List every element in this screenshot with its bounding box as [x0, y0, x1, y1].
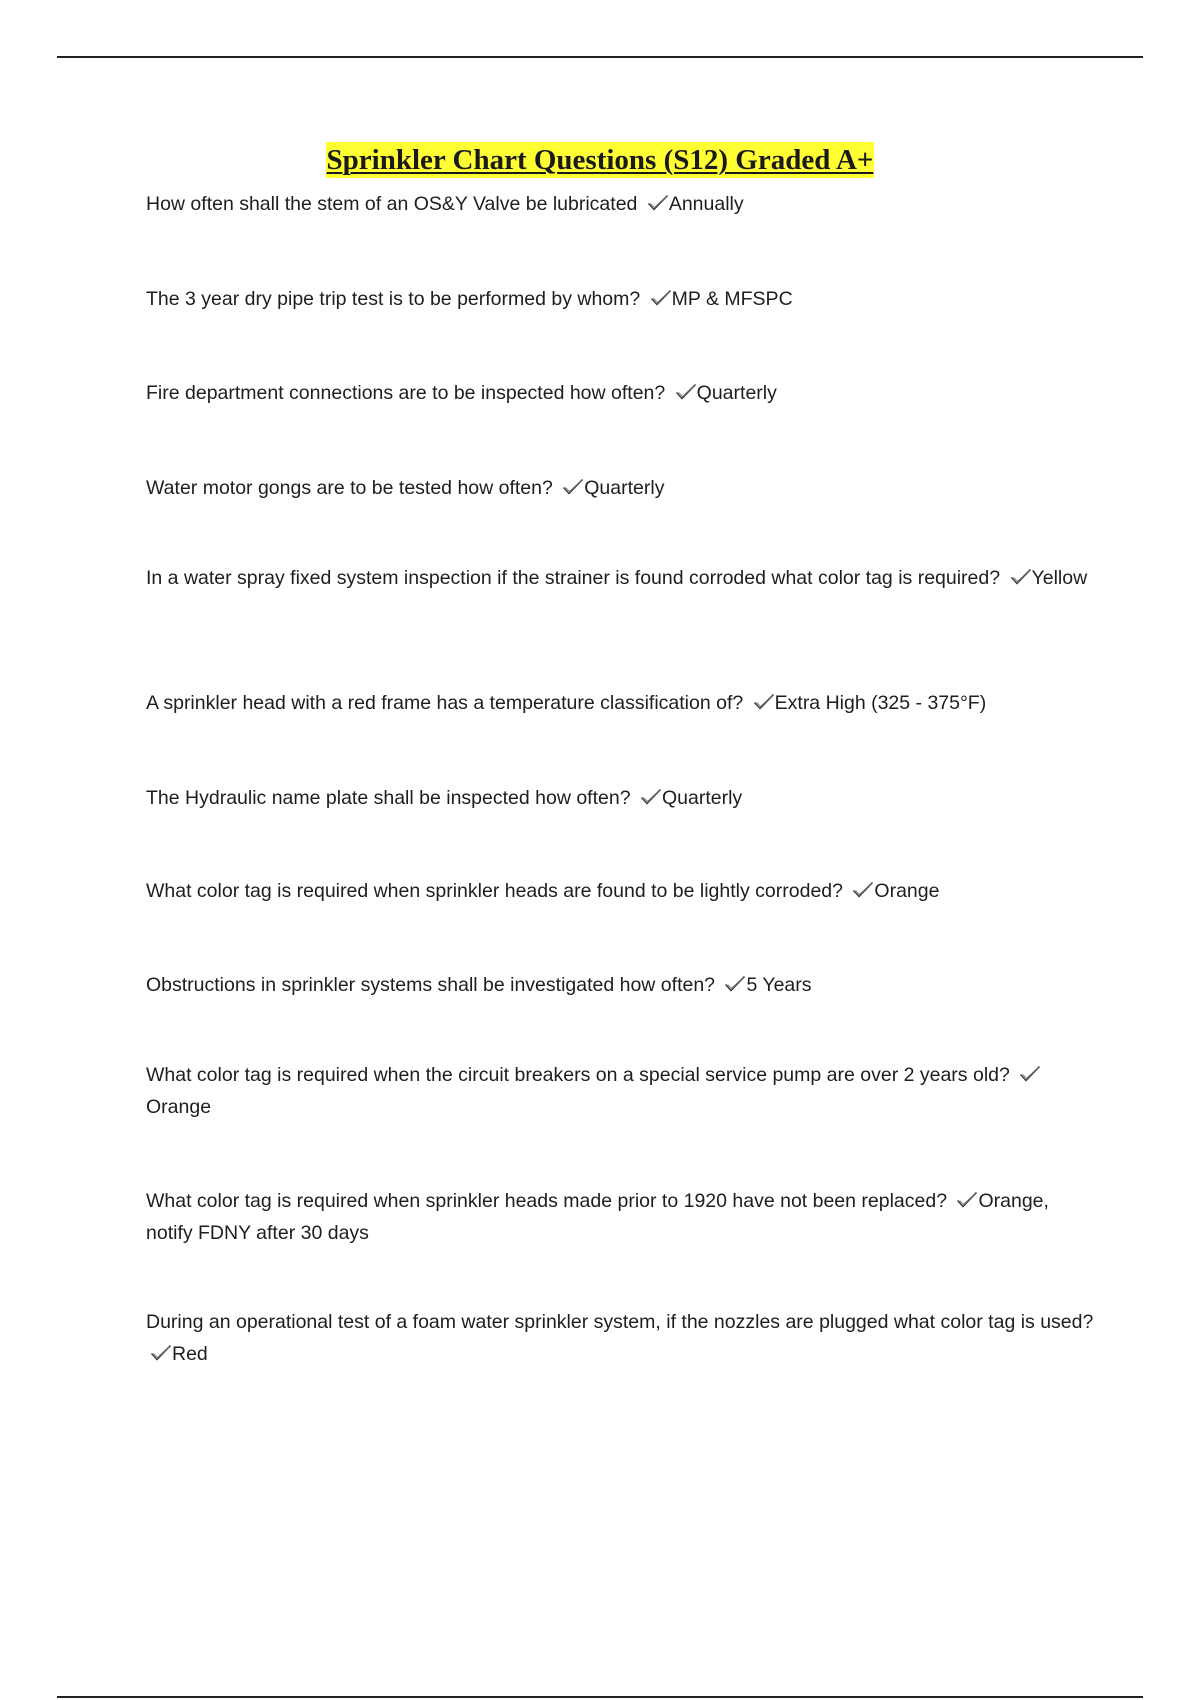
- checkmark-icon: [1019, 1065, 1041, 1083]
- answer-text: Yellow: [1031, 567, 1088, 589]
- qa-item: [146, 377, 1096, 409]
- qa-item: [146, 1185, 1096, 1249]
- question-text: The 3 year dry pipe trip test is to be performed by whom?: [146, 288, 641, 310]
- answer-text: Quarterly: [584, 477, 665, 499]
- answer-text: Orange: [146, 1096, 212, 1118]
- answer-text: Orange: [874, 880, 940, 902]
- checkmark-icon: [150, 1344, 172, 1362]
- checkmark-icon: [640, 788, 662, 806]
- question-text: What color tag is required when sprinkler heads made prior to 1920 have not been replaced?: [146, 1190, 948, 1212]
- qa-item: [146, 875, 1096, 907]
- answer-text: Red: [172, 1343, 208, 1365]
- answer-text: Extra High (325 - 375°F): [774, 692, 987, 714]
- checkmark-icon: [650, 289, 672, 307]
- page-top-rule: [57, 56, 1143, 58]
- checkmark-icon: [724, 975, 746, 993]
- qa-item: [146, 1306, 1096, 1370]
- question-text: A sprinkler head with a red frame has a temperature classification of?: [146, 692, 744, 714]
- qa-item: [146, 1059, 1096, 1123]
- answer-text: Annually: [668, 193, 744, 215]
- qa-item: [146, 782, 1096, 814]
- document-title: Sprinkler Chart Questions (S12) Graded A+: [326, 144, 874, 176]
- question-text: In a water spray fixed system inspection if the strainer is found corroded what color tag is required?: [146, 567, 1001, 589]
- qa-item: [146, 562, 1096, 594]
- answer-text: Quarterly: [696, 382, 777, 404]
- title-container: [0, 142, 1200, 178]
- qa-item: [146, 969, 1096, 1001]
- checkmark-icon: [1010, 568, 1032, 586]
- checkmark-icon: [647, 194, 669, 212]
- question-text: Fire department connections are to be inspected how often?: [146, 382, 666, 404]
- checkmark-icon: [753, 693, 775, 711]
- answer-text: Quarterly: [661, 787, 743, 809]
- answer-text: MP & MFSPC: [671, 288, 793, 310]
- question-text: Water motor gongs are to be tested how often?: [146, 477, 553, 499]
- answer-text: Orange, notify FDNY after 30 days: [146, 1190, 1049, 1244]
- page-bottom-rule: [57, 1696, 1143, 1698]
- checkmark-icon: [675, 383, 697, 401]
- question-text: Obstructions in sprinkler systems shall be investigated how often?: [146, 974, 716, 996]
- answer-text: 5 Years: [746, 974, 812, 996]
- question-text: What color tag is required when sprinkler heads are found to be lightly corroded?: [146, 880, 843, 902]
- question-text: The Hydraulic name plate shall be inspected how often?: [146, 787, 631, 809]
- question-text: During an operational test of a foam water sprinkler system, if the nozzles are plugged what color tag is used?: [146, 1311, 1094, 1333]
- qa-item: [146, 687, 1096, 719]
- qa-item: [146, 188, 1096, 220]
- qa-item: [146, 283, 1096, 315]
- question-text: How often shall the stem of an OS&Y Valve be lubricated: [146, 193, 638, 215]
- checkmark-icon: [956, 1191, 978, 1209]
- checkmark-icon: [562, 478, 584, 496]
- checkmark-icon: [852, 881, 874, 899]
- question-text: What color tag is required when the circuit breakers on a special service pump are over 2 years old?: [146, 1064, 1010, 1086]
- qa-item: [146, 472, 1096, 504]
